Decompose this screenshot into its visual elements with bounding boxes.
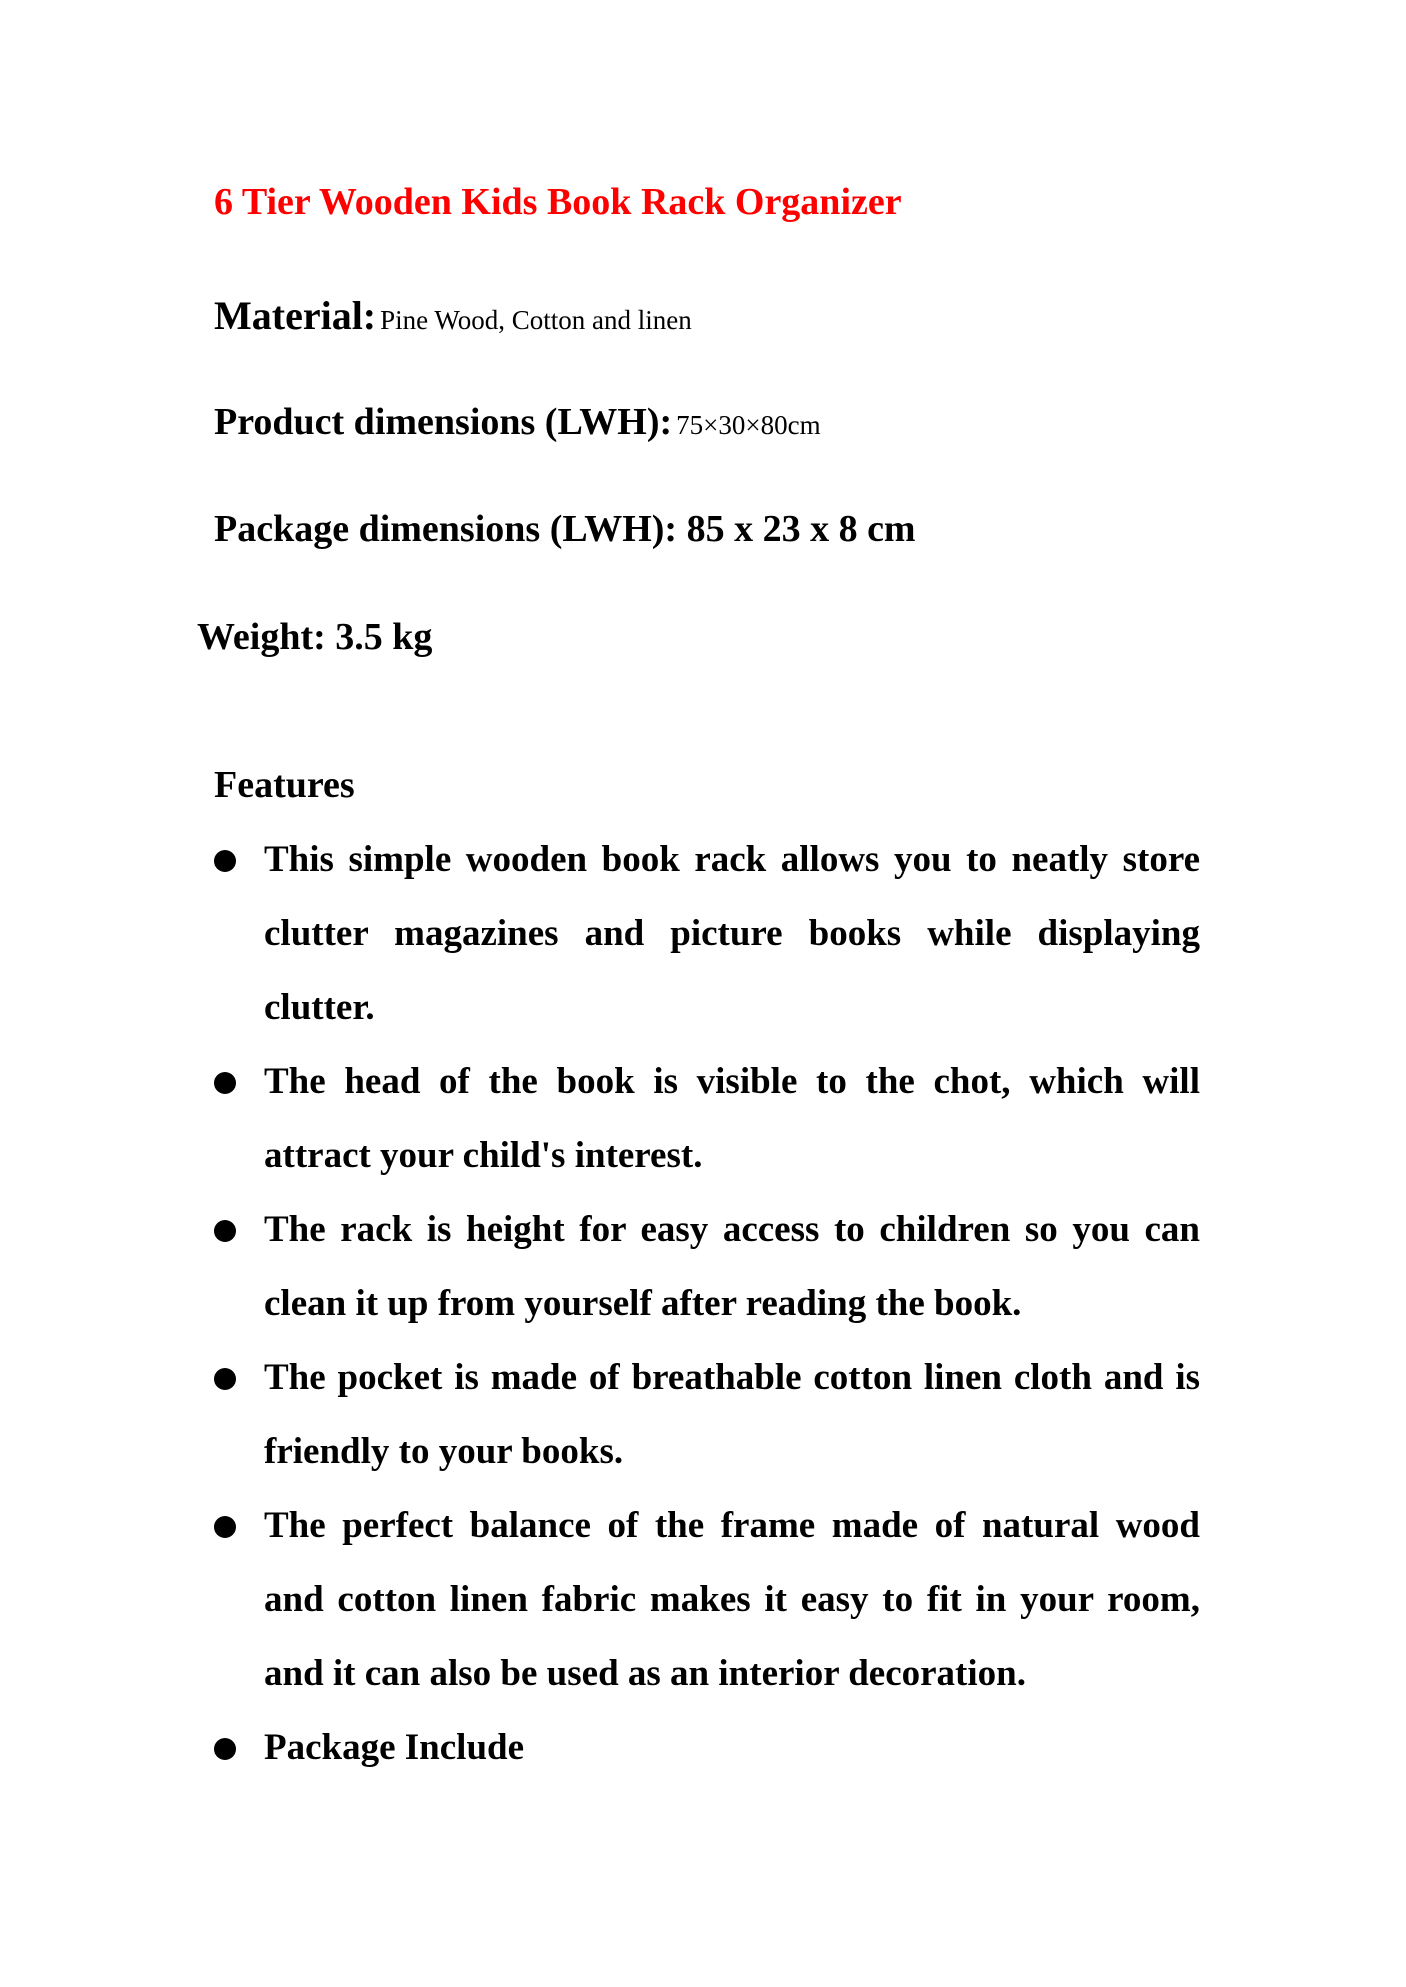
- bullet-icon: [214, 1368, 236, 1390]
- product-title: 6 Tier Wooden Kids Book Rack Organizer: [214, 181, 902, 223]
- feature-item: [214, 1193, 1200, 1341]
- spec-material-label: Material:: [214, 293, 377, 338]
- bullet-icon: [214, 1516, 236, 1538]
- spec-product-dimensions-label: Product dimensions (LWH):: [214, 401, 673, 443]
- bullet-icon: [214, 1738, 236, 1760]
- feature-text: The pocket is made of breathable cotton linen cloth and is friendly to your books.: [264, 1357, 1200, 1472]
- spec-material: [214, 293, 692, 338]
- spec-weight: [197, 618, 432, 656]
- spec-package-dimensions-label: Package dimensions (LWH): 85 x 23 x 8 cm: [214, 508, 916, 550]
- feature-text: Package Include: [264, 1727, 525, 1768]
- spec-material-value: Pine Wood, Cotton and linen: [380, 305, 692, 335]
- bullet-icon: [214, 1072, 236, 1094]
- bullet-icon: [214, 1220, 236, 1242]
- feature-list: [214, 823, 1200, 1785]
- spec-weight-label: Weight: 3.5 kg: [197, 616, 433, 658]
- feature-item: [214, 1489, 1200, 1711]
- spec-package-dimensions: [214, 510, 916, 548]
- bullet-icon: [214, 850, 236, 872]
- feature-text: The head of the book is visible to the chot, which will attract your child's interest.: [264, 1061, 1200, 1176]
- feature-text: This simple wooden book rack allows you to neatly store clutter magazines and picture books while displaying clutter.: [264, 839, 1200, 1028]
- feature-text: The rack is height for easy access to children so you can clean it up from yourself after reading the book.: [264, 1209, 1200, 1324]
- feature-item: [214, 1711, 1200, 1785]
- feature-item: [214, 823, 1200, 1045]
- spec-product-dimensions-value: 75×30×80cm: [676, 410, 821, 440]
- feature-item: [214, 1045, 1200, 1193]
- feature-text: The perfect balance of the frame made of natural wood and cotton linen fabric makes it easy to fit in your room, and it can also be used as an interior decoration.: [264, 1505, 1200, 1694]
- feature-item: [214, 1341, 1200, 1489]
- features-heading: Features: [214, 764, 355, 806]
- spec-product-dimensions: [214, 403, 821, 441]
